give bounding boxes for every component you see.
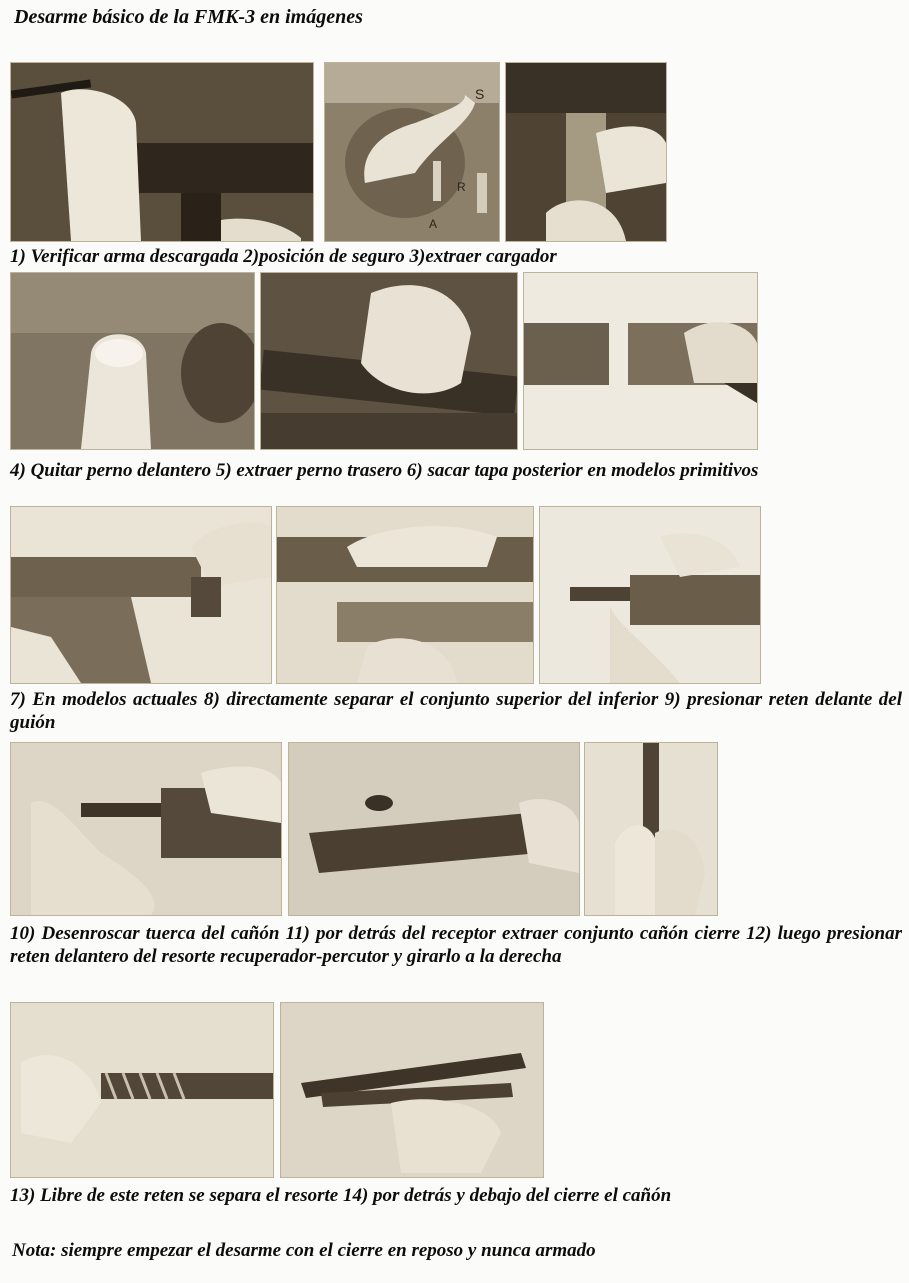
photo-verify-unloaded xyxy=(10,62,314,242)
photo-recoil-spring xyxy=(584,742,718,916)
caption-row-4: 10) Desenroscar tuerca del cañón 11) por detrás del receptor extraer conjunto cañón cierre 12) luego presionar reten delantero del resorte recuperador-percutor y girarlo a la derecha xyxy=(10,923,902,967)
photo-extract-barrel xyxy=(288,742,580,916)
photo-rear-cap xyxy=(523,272,758,450)
photo-front-pin xyxy=(10,272,255,450)
photo-press-catch xyxy=(539,506,761,684)
photo-remove-barrel xyxy=(280,1002,544,1178)
photo-unscrew-nut xyxy=(10,742,282,916)
selector-mark-s: S xyxy=(475,86,485,102)
selector-mark-r: R xyxy=(457,180,466,194)
photo-current-models xyxy=(10,506,272,684)
photo-remove-magazine xyxy=(505,62,667,242)
photo-safety-position xyxy=(324,62,500,242)
selector-mark-a: A xyxy=(429,217,438,231)
caption-row-2: 4) Quitar perno delantero 5) extraer perno trasero 6) sacar tapa posterior en modelos primitivos xyxy=(10,460,759,481)
caption-row-5: 13) Libre de este reten se separa el resorte 14) por detrás y debajo del cierre el cañón xyxy=(10,1185,672,1206)
photo-separate-assemblies xyxy=(276,506,534,684)
caption-row-1: 1) Verificar arma descargada 2)posición de seguro 3)extraer cargador xyxy=(10,246,557,267)
note-text: Nota: siempre empezar el desarme con el cierre en reposo y nunca armado xyxy=(12,1240,596,1261)
caption-row-3: 7) En modelos actuales 8) directamente separar el conjunto superior del inferior 9) presionar reten delante del guión xyxy=(10,689,902,733)
photo-rear-pin xyxy=(260,272,518,450)
photo-separate-spring xyxy=(10,1002,274,1178)
page-title: Desarme básico de la FMK-3 en imágenes xyxy=(14,6,363,28)
